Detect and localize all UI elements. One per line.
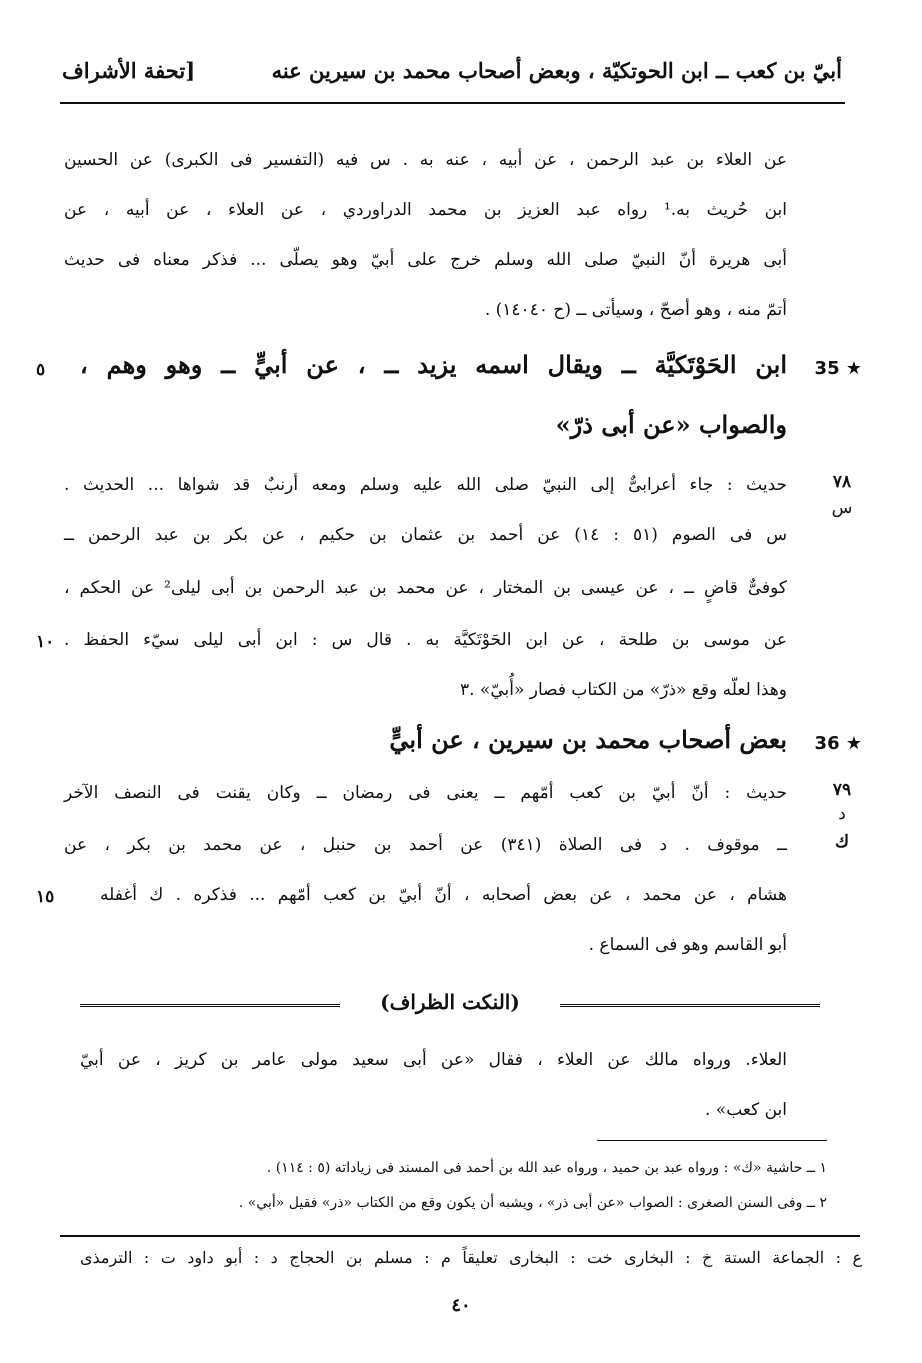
text-line: وهذا لعلّه وقع «ذرّ» من الكتاب فصار «أُبيّ» .٣ <box>459 680 787 700</box>
text-line: ابن كعب» . <box>705 1100 787 1120</box>
header-section-title: أبيّ بن كعب ــ ابن الحوتكيّة ، وبعض أصحاب محمد بن سيرين عنه <box>271 58 842 83</box>
entry-number: 36 ★ <box>814 733 862 754</box>
header-book-title: [تحفة الأشراف <box>62 58 196 83</box>
text-line: أبى هريرة أنّ النبيّ صلى الله وسلم خرج على أبيّ وهو يصلّى ... فذكر معناه فى حديث <box>64 250 787 270</box>
footnote: ٢ ــ وفى السنن الصغرى : الصواب «عن أبى ذر» ، ويشبه أن يكون وقع من الكتاب «ذر» فقيل «أبي» . <box>238 1195 827 1211</box>
text-line: حديث : أنّ أبيّ بن كعب أمّهم ــ يعنى فى رمضان ــ وكان يقنت فى النصف الآخر <box>64 783 787 803</box>
text-line: ابن حُريث به.¹ رواه عبد العزيز بن محمد الدراوردي ، عن العلاء ، عن أبيه ، عن <box>64 200 787 220</box>
footnote: ١ ــ حاشية «ك» : ورواه عبد بن حميد ، ورواه عبد الله بن أحمد فى المسند فى زياداته (٥ : ١١٤) . <box>266 1160 827 1176</box>
text-line: هشام ، عن محمد ، عن بعض أصحابه ، أنّ أبيّ بن كعب أمّهم ... فذكره . ك أغفله <box>100 885 787 905</box>
divider-rule <box>80 1004 340 1007</box>
footer-rule <box>60 1235 860 1237</box>
entry-heading: بعض أصحاب محمد بن سيرين ، عن أبيٍّ <box>389 725 787 754</box>
text-line: أتمّ منه ، وهو أصحّ ، وسيأتى ــ (ح ١٤٠٤٠) . <box>484 300 787 320</box>
footnote-rule <box>597 1140 827 1141</box>
text-line: ــ موقوف . د فى الصلاة (٣٤١) عن أحمد بن حنبل ، عن محمد بن بكر ، عن <box>64 835 788 855</box>
running-header <box>62 58 842 98</box>
divider-rule <box>560 1004 820 1007</box>
page-number: ٤٠ <box>451 1295 471 1316</box>
hadith-number: ٧٨ <box>832 472 852 492</box>
hadith-siglum: س <box>831 498 853 518</box>
text-line: عن موسى بن طلحة ، عن ابن الحَوْتَكيَّة به . قال س : ابن أبى ليلى سيّء الحفظ . <box>64 630 787 650</box>
text-line: حديث : جاء أعرابىٌّ إلى النبيّ صلى الله عليه وسلم ومعه أرنبٌ قد شواها ... الحديث . <box>64 475 787 495</box>
margin-line-number: ١٠ <box>36 632 55 652</box>
entry-heading: ابن الحَوْتَكيَّة ــ ويقال اسمه يزيد ــ ، عن أبيٍّ ــ وهو وهم ، <box>80 350 787 379</box>
section-divider <box>80 990 820 1020</box>
text-line: س فى الصوم (٥١ : ١٤) عن أحمد بن عثمان بن حكيم ، عن بكر بن عبد الرحمن ــ <box>64 525 787 545</box>
margin-line-number: ٥ <box>36 360 46 380</box>
hadith-number: ٧٩ <box>832 780 852 800</box>
text-line: عن العلاء بن عبد الرحمن ، عن أبيه ، عنه به . س فيه (التفسير فى الكبرى) عن الحسين <box>64 150 787 170</box>
hadith-siglum: د <box>838 804 846 824</box>
abbreviation-key: ع : الجماعة الستة خ : البخارى خت : البخارى تعليقاً م : مسلم بن الحجاج د : أبو داود ت : الترمذى <box>80 1248 863 1267</box>
margin-line-number: ١٥ <box>36 887 55 907</box>
text-line: العلاء. ورواه مالك عن العلاء ، فقال «عن أبى سعيد مولى عامر بن كريز ، عن أبيّ <box>80 1050 787 1070</box>
text-line: أبو القاسم وهو فى السماع . <box>588 935 787 955</box>
hadith-siglum: ك <box>834 832 849 852</box>
text-line: كوفىٌّ قاضٍ ــ ، عن عيسى بن المختار ، عن محمد بن عبد الرحمن بن أبى ليلى² عن الحكم ، <box>64 578 787 598</box>
section-title: (النكت الظراف) <box>380 990 520 1014</box>
header-rule <box>60 102 845 104</box>
entry-number: 35 ★ <box>814 358 862 379</box>
entry-heading: والصواب «عن أبى ذرّ» <box>555 410 787 439</box>
